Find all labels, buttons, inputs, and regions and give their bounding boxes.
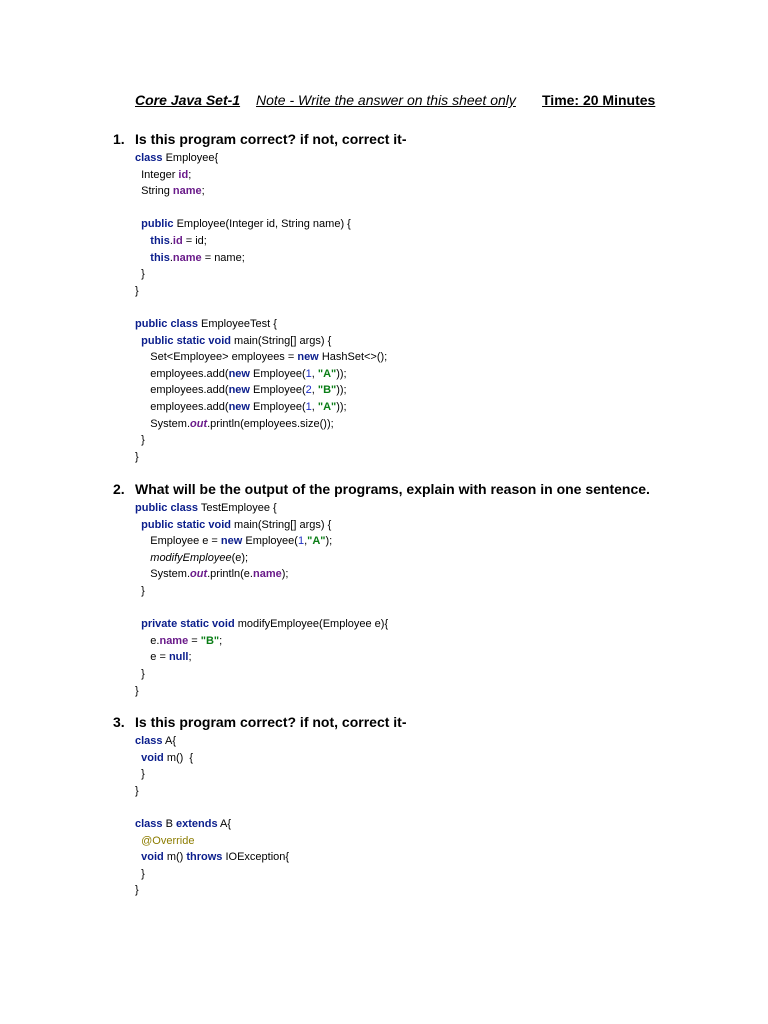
code-line xyxy=(135,649,388,666)
code-line xyxy=(135,733,289,750)
code-line xyxy=(135,866,289,883)
code-line xyxy=(135,299,387,316)
code-line xyxy=(135,750,289,767)
code-token: this xyxy=(150,251,170,264)
code-token: @Override xyxy=(141,834,195,847)
code-token: HashSet<>(); xyxy=(321,351,388,364)
code-line xyxy=(135,316,387,333)
question-text: Is this program correct? if not, correct it- xyxy=(135,714,407,730)
code-token xyxy=(135,235,150,247)
question-text: Is this program correct? if not, correct it- xyxy=(135,131,407,147)
code-line xyxy=(135,216,387,233)
code-token: A{ xyxy=(220,817,232,830)
code-block-2 xyxy=(135,500,388,699)
code-token: this xyxy=(150,234,170,247)
code-line xyxy=(135,416,387,433)
code-token: class xyxy=(135,817,163,830)
code-token: Integer xyxy=(135,168,179,181)
code-token: extends xyxy=(176,817,218,830)
code-token: e. xyxy=(135,634,160,647)
code-line xyxy=(135,366,387,383)
code-token: System. xyxy=(135,417,191,430)
code-token: new xyxy=(220,535,243,548)
code-token: m() { xyxy=(166,751,194,764)
code-token: public xyxy=(141,218,174,231)
code-line xyxy=(135,283,387,300)
code-token: Employee(Integer id, String name) { xyxy=(176,218,351,231)
code-token: id xyxy=(172,234,183,247)
code-token: "A" xyxy=(307,535,326,548)
code-token: } xyxy=(135,667,145,680)
code-token: )); xyxy=(336,367,347,380)
code-token: private static void xyxy=(141,618,235,631)
code-token: id xyxy=(178,168,189,181)
code-token: 2 xyxy=(305,384,312,397)
code-token: } xyxy=(135,768,145,781)
code-token: ; xyxy=(188,651,192,664)
code-token: } xyxy=(135,584,145,597)
code-token: ; xyxy=(188,168,192,181)
code-line xyxy=(135,233,387,250)
question-1 xyxy=(113,131,407,147)
code-line xyxy=(135,849,289,866)
code-token: String xyxy=(135,185,173,198)
code-token: , xyxy=(311,384,318,397)
code-line xyxy=(135,633,388,650)
code-token: .println(e. xyxy=(207,568,253,581)
code-token: Employee( xyxy=(253,400,306,413)
code-token xyxy=(135,252,150,264)
code-token: ); xyxy=(281,568,289,581)
code-token: public class xyxy=(135,317,198,330)
code-token: 1 xyxy=(305,400,312,413)
sheet-title: Core Java Set-1 xyxy=(135,92,241,108)
code-line xyxy=(135,349,387,366)
code-token: public class xyxy=(135,502,198,514)
code-token: )); xyxy=(336,384,347,397)
code-token: void xyxy=(141,751,164,764)
question-number: 2. xyxy=(113,481,125,497)
code-token: name xyxy=(172,251,202,264)
code-line xyxy=(135,250,387,267)
code-line xyxy=(135,816,289,833)
code-token: ); xyxy=(325,535,333,548)
sheet-note: Note - Write the answer on this sheet only xyxy=(256,92,516,108)
code-token: employees.add( xyxy=(135,367,229,380)
code-token: main(String[] args) { xyxy=(234,334,332,347)
code-token: 1 xyxy=(305,367,312,380)
code-token: ; xyxy=(201,185,205,198)
code-token: , xyxy=(311,400,318,413)
code-token: ; xyxy=(219,634,223,647)
question-3 xyxy=(113,714,407,730)
code-token: new xyxy=(228,400,250,413)
code-token: TestEmployee { xyxy=(200,502,277,514)
code-token: "B" xyxy=(317,384,337,397)
question-text: What will be the output of the programs, explain with reason in one sentence. xyxy=(135,481,650,497)
code-token: name xyxy=(252,568,282,581)
code-line xyxy=(135,583,388,600)
time-limit: Time: 20 Minutes xyxy=(542,92,656,108)
code-token: B xyxy=(165,817,176,830)
code-token: } xyxy=(135,784,139,797)
code-token: modifyEmployee xyxy=(150,551,232,564)
code-token: (e); xyxy=(231,551,249,564)
code-token: , xyxy=(311,367,318,380)
code-line xyxy=(135,533,388,550)
code-token: } xyxy=(135,268,145,281)
code-token: void xyxy=(141,851,164,864)
code-token xyxy=(135,552,150,564)
code-token: "B" xyxy=(200,634,220,647)
code-line xyxy=(135,517,388,534)
code-block-3 xyxy=(135,733,289,899)
code-line xyxy=(135,550,388,567)
code-token: name xyxy=(172,185,202,198)
code-line xyxy=(135,766,289,783)
code-token: employees.add( xyxy=(135,400,229,413)
code-line xyxy=(135,432,387,449)
code-token: } xyxy=(135,434,145,447)
code-token: Employee e = xyxy=(135,535,221,548)
code-line xyxy=(135,167,387,184)
code-token: } xyxy=(135,867,145,880)
code-token: } xyxy=(135,884,139,897)
code-token: "A" xyxy=(317,400,337,413)
code-line xyxy=(135,500,388,517)
code-token: class xyxy=(135,735,163,747)
code-token: 1 xyxy=(297,535,305,548)
code-token: name xyxy=(159,634,189,647)
code-line xyxy=(135,833,289,850)
code-line xyxy=(135,449,387,466)
code-line xyxy=(135,799,289,816)
code-line xyxy=(135,382,387,399)
code-token: A{ xyxy=(164,735,176,747)
code-token: modifyEmployee(Employee e){ xyxy=(237,618,389,631)
code-token: Employee( xyxy=(245,535,298,548)
code-token: Employee( xyxy=(253,384,306,397)
code-line xyxy=(135,266,387,283)
code-token: .println(employees.size()); xyxy=(207,417,334,430)
code-line xyxy=(135,882,289,899)
code-line xyxy=(135,616,388,633)
code-token: . xyxy=(169,251,173,264)
code-line xyxy=(135,183,387,200)
code-line xyxy=(135,683,388,700)
code-token: } xyxy=(135,684,139,697)
code-line xyxy=(135,399,387,416)
code-token: new xyxy=(297,351,319,364)
code-token: public static void xyxy=(141,518,231,531)
code-token: System. xyxy=(135,568,191,581)
code-token: class xyxy=(135,152,163,164)
code-token: Employee( xyxy=(253,367,306,380)
code-token: employees.add( xyxy=(135,384,229,397)
code-token: Employee{ xyxy=(165,152,219,164)
code-line xyxy=(135,333,387,350)
code-line xyxy=(135,200,387,217)
code-token: throws xyxy=(186,851,223,864)
code-line xyxy=(135,783,289,800)
code-token: )); xyxy=(336,400,347,413)
code-token: = id; xyxy=(182,234,207,247)
code-token: . xyxy=(169,234,173,247)
code-line xyxy=(135,150,387,167)
sheet-header xyxy=(0,92,768,112)
code-line xyxy=(135,600,388,617)
code-token: m() xyxy=(166,851,187,864)
code-token: out xyxy=(190,568,208,581)
code-token: new xyxy=(228,367,250,380)
code-token: = name; xyxy=(201,251,245,264)
code-token: null xyxy=(168,651,189,664)
code-token: EmployeeTest { xyxy=(201,317,277,330)
code-token: "A" xyxy=(317,367,337,380)
code-token: Set<Employee> employees = xyxy=(135,351,298,364)
code-token: new xyxy=(228,384,250,397)
code-token: , xyxy=(304,535,308,548)
code-token: } xyxy=(135,450,139,463)
code-token: e = xyxy=(135,651,169,664)
code-line xyxy=(135,666,388,683)
code-token: } xyxy=(135,284,139,297)
code-line xyxy=(135,566,388,583)
code-token: = xyxy=(188,634,201,647)
question-2 xyxy=(113,481,650,497)
question-number: 3. xyxy=(113,714,125,730)
code-token: out xyxy=(190,417,208,430)
code-token: main(String[] args) { xyxy=(234,518,332,531)
code-token: IOException{ xyxy=(225,851,290,864)
code-block-1 xyxy=(135,150,387,465)
question-number: 1. xyxy=(113,131,125,147)
code-token: public static void xyxy=(141,334,231,347)
